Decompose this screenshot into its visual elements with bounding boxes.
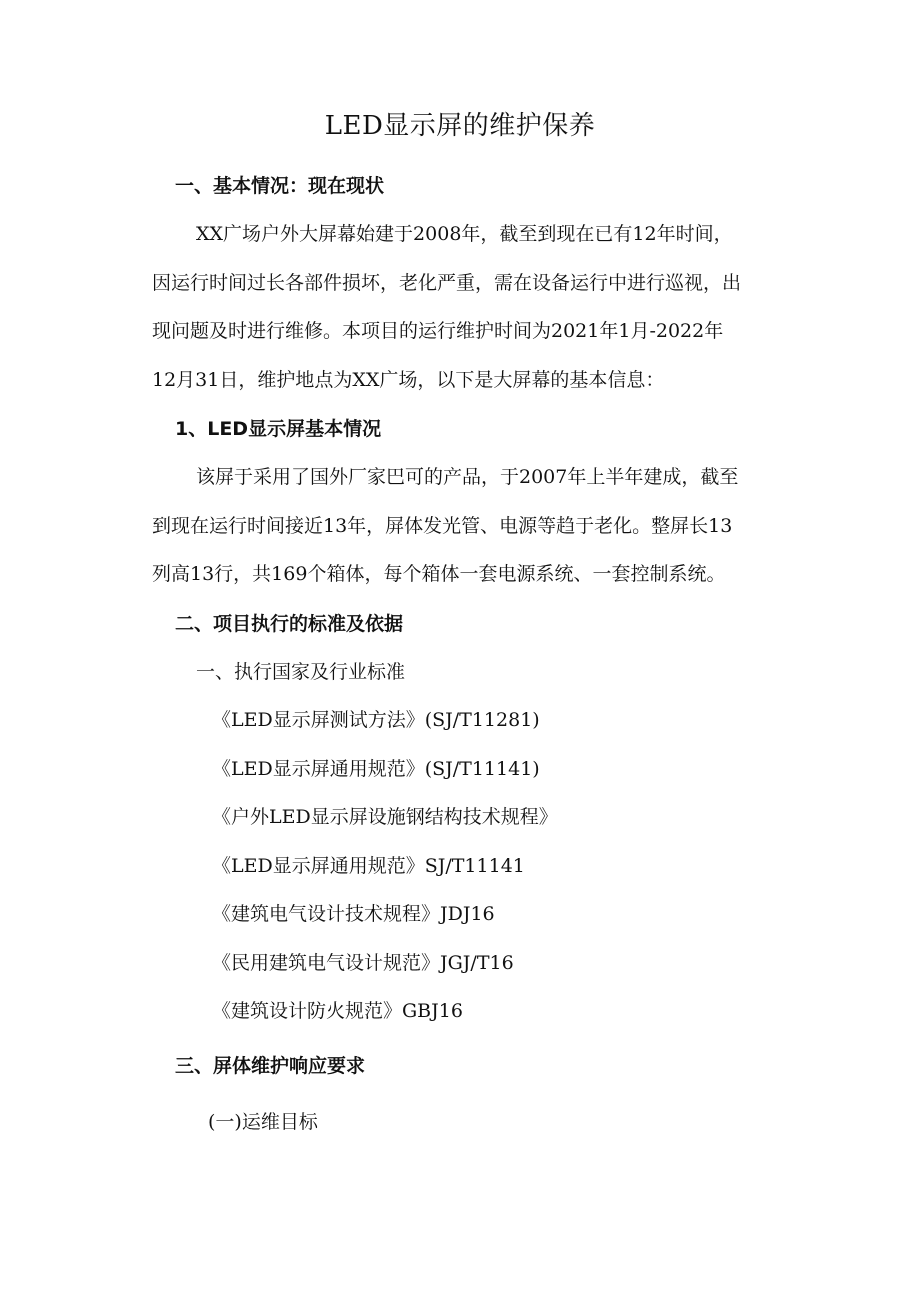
section-2-subheading: 一、执行国家及行业标准 (196, 661, 406, 683)
standard-item: 《建筑设计防火规范》GBJ16 (212, 1000, 463, 1022)
standard-item: 《LED显示屏通用规范》(SJ/T11141) (212, 758, 540, 780)
standard-item: 《LED显示屏测试方法》(SJ/T11281) (212, 709, 540, 731)
section-2-heading: 二、项目执行的标准及依据 (175, 613, 404, 635)
document-title: LED显示屏的维护保养 (324, 111, 596, 141)
section-1-sub-paragraph (152, 453, 792, 599)
standard-item: 《LED显示屏通用规范》SJ/T11141 (212, 855, 525, 877)
paragraph-line: 到现在运行时间接近13年，屏体发光管、电源等趋于老化。整屏长13 (152, 514, 733, 537)
paragraph-line: 现问题及时进行维修。本项目的运行维护时间为2021年1月-2022年 (152, 320, 724, 342)
paragraph-line: 因运行时间过长各部件损坏，老化严重，需在设备运行中进行巡视，出 (152, 271, 742, 294)
paragraph-line: 12月31日，维护地点为XX广场，以下是大屏幕的基本信息： (152, 368, 665, 391)
standard-item: 《民用建筑电气设计规范》JGJ/T16 (212, 952, 514, 974)
section-1-paragraph (152, 210, 792, 404)
standard-item: 《户外LED显示屏设施钢结构技术规程》 (212, 806, 558, 828)
section-1-subheading: 1、LED显示屏基本情况 (175, 418, 382, 440)
paragraph-line: 列高13行，共169个箱体，每个箱体一套电源系统、一套控制系统。 (152, 563, 726, 585)
paragraph-line: 该屏于采用了国外厂家巴可的产品，于2007年上半年建成，截至 (196, 466, 739, 488)
paragraph-line: XX广场户外大屏幕始建于2008年，截至到现在已有12年时间， (196, 223, 733, 245)
section-3-heading: 三、屏体维护响应要求 (175, 1055, 366, 1077)
section-1-heading: 一、基本情况：现在现状 (175, 175, 385, 197)
section-3-subheading: (一)运维目标 (208, 1111, 318, 1133)
standard-item: 《建筑电气设计技术规程》JDJ16 (212, 903, 495, 925)
